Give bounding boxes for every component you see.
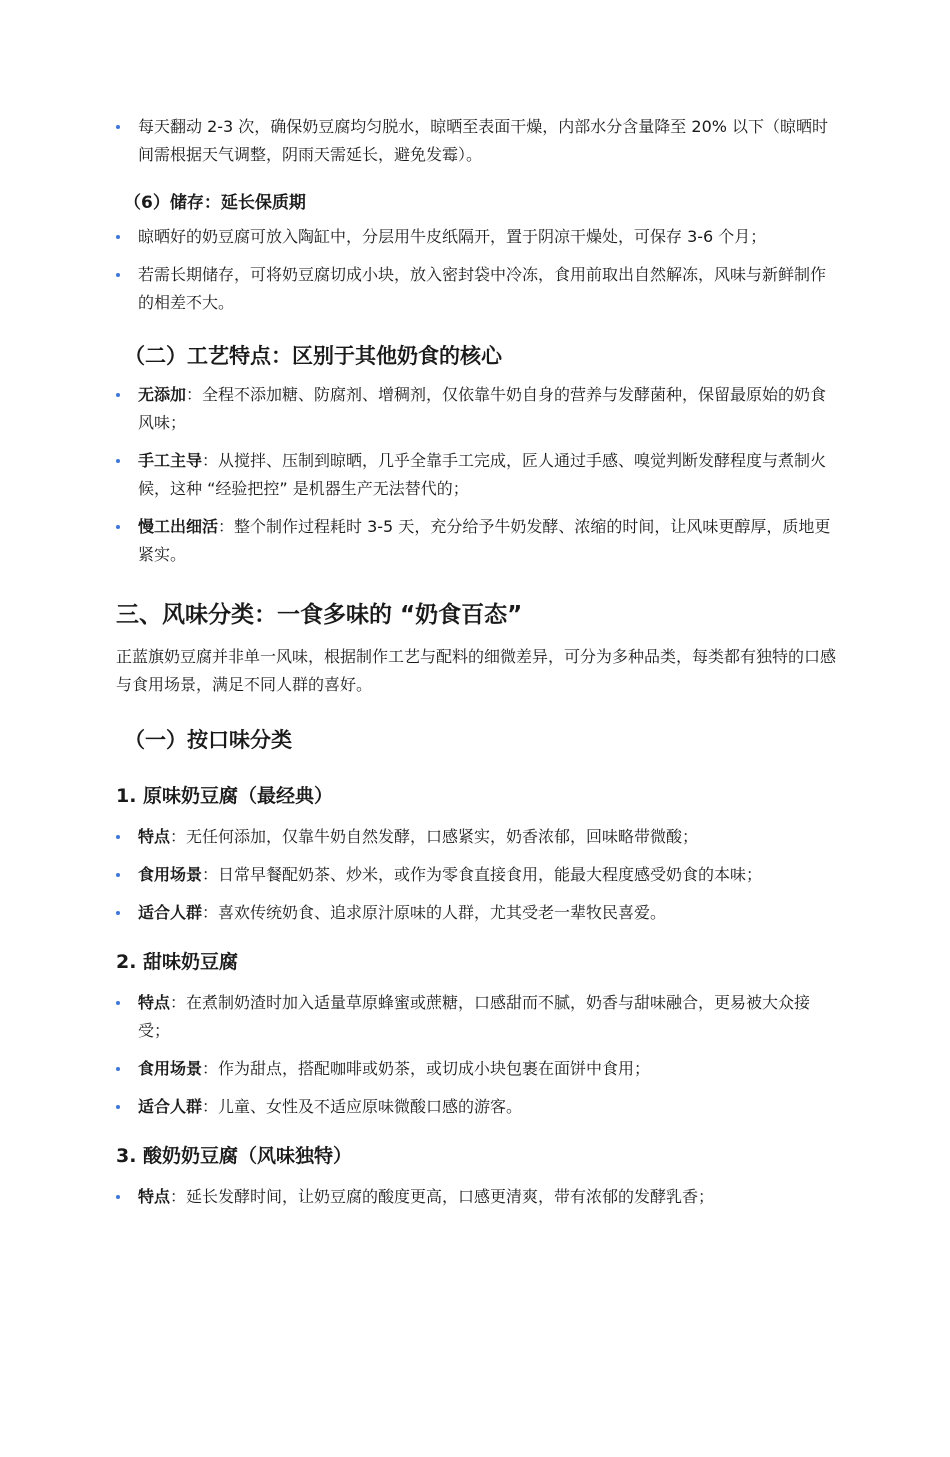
flavor-intro-paragraph: 正蓝旗奶豆腐并非单一风味，根据制作工艺与配料的细微差异，可分为多种品类，每类都有独特的口感与食用场景，满足不同人群的喜好。 <box>116 647 837 694</box>
list-item-term: 特点 <box>138 827 171 846</box>
sweet-list <box>116 989 836 1121</box>
list-item-text: ：在煮制奶渣时加入适量草原蜂蜜或蔗糖，口感甜而不腻，奶香与甜味融合，更易被大众接受； <box>138 993 811 1040</box>
list-item <box>116 899 836 927</box>
bullet-icon <box>116 459 120 463</box>
craft-list <box>116 381 836 569</box>
list-item <box>116 1055 836 1083</box>
bullet-icon <box>116 235 120 239</box>
bullet-icon <box>116 835 120 839</box>
list-item-text: ：喜欢传统奶食、追求原汁原味的人群，尤其受老一辈牧民喜爱。 <box>202 903 667 922</box>
bullet-icon <box>116 393 120 397</box>
bullet-icon <box>116 911 120 915</box>
bullet-icon <box>116 525 120 529</box>
drying-list <box>116 113 836 169</box>
list-item-term: 无添加 <box>138 385 187 404</box>
list-item-term: 适合人群 <box>138 903 203 922</box>
list-item-term: 适合人群 <box>138 1097 203 1116</box>
list-item <box>116 1093 836 1121</box>
list-item-text: ：整个制作过程耗时 3-5 天，充分给予牛奶发酵、浓缩的时间，让风味更醇厚，质地更紧实。 <box>138 517 831 564</box>
list-item <box>116 861 836 889</box>
list-item-text: 若需长期储存，可将奶豆腐切成小块，放入密封袋中冷冻，食用前取出自然解冻，风味与新鲜制作的相差不大。 <box>138 265 827 312</box>
list-item-text: 晾晒好的奶豆腐可放入陶缸中，分层用牛皮纸隔开，置于阴凉干燥处，可保存 3-6 个月； <box>138 227 767 246</box>
heading-storage: （6）储存：延长保质期 <box>124 193 306 213</box>
bullet-icon <box>116 1105 120 1109</box>
bullet-icon <box>116 873 120 877</box>
list-item <box>116 113 836 169</box>
original-list <box>116 823 836 927</box>
list-item-text: ：延长发酵时间，让奶豆腐的酸度更高，口感更清爽，带有浓郁的发酵乳香； <box>170 1187 715 1206</box>
bullet-icon <box>116 1067 120 1071</box>
list-item <box>116 1183 836 1211</box>
bullet-icon <box>116 1001 120 1005</box>
yogurt-list <box>116 1183 836 1211</box>
list-item-term: 手工主导 <box>138 451 203 470</box>
list-item-term: 食用场景 <box>138 1059 203 1078</box>
heading-craft-features: （二）工艺特点：区别于其他奶食的核心 <box>124 344 502 368</box>
list-item-text: ：儿童、女性及不适应原味微酸口感的游客。 <box>202 1097 523 1116</box>
list-item-term: 慢工出细活 <box>138 517 219 536</box>
bullet-icon <box>116 1195 120 1199</box>
document-page <box>0 113 950 1457</box>
list-item <box>116 989 836 1045</box>
list-item-term: 食用场景 <box>138 865 203 884</box>
list-item <box>116 447 836 503</box>
heading-by-taste: （一）按口味分类 <box>124 728 292 752</box>
list-item <box>116 223 836 251</box>
list-item <box>116 823 836 851</box>
list-item <box>116 381 836 437</box>
list-item-term: 特点 <box>138 993 171 1012</box>
storage-list <box>116 223 836 317</box>
list-item-text: ：无任何添加，仅靠牛奶自然发酵，口感紧实，奶香浓郁，回味略带微酸； <box>170 827 699 846</box>
list-item-term: 特点 <box>138 1187 171 1206</box>
heading-sweet-flavor: 2. 甜味奶豆腐 <box>116 951 239 973</box>
list-item-text: ：日常早餐配奶茶、炒米，或作为零食直接食用，能最大程度感受奶食的本味； <box>202 865 763 884</box>
bullet-icon <box>116 273 120 277</box>
heading-flavor-classification: 三、风味分类：一食多味的 “奶食百态” <box>116 602 523 628</box>
list-item-text: ：全程不添加糖、防腐剂、增稠剂，仅依靠牛奶自身的营养与发酵菌种，保留最原始的奶食风味； <box>138 385 827 432</box>
list-item <box>116 513 836 569</box>
list-item <box>116 261 836 317</box>
heading-yogurt-flavor: 3. 酸奶奶豆腐（风味独特） <box>116 1145 353 1167</box>
heading-original-flavor: 1. 原味奶豆腐（最经典） <box>116 785 334 807</box>
list-item-text: ：从搅拌、压制到晾晒，几乎全靠手工完成，匠人通过手感、嗅觉判断发酵程度与煮制火候，这种 “经验把控” 是机器生产无法替代的； <box>138 451 827 498</box>
list-item-text: ：作为甜点，搭配咖啡或奶茶，或切成小块包裹在面饼中食用； <box>202 1059 651 1078</box>
list-item-text: 每天翻动 2-3 次，确保奶豆腐均匀脱水，晾晒至表面干燥，内部水分含量降至 20% 以下（晾晒时间需根据天气调整，阴雨天需延长，避免发霉）。 <box>138 117 829 164</box>
bullet-icon <box>116 125 120 129</box>
